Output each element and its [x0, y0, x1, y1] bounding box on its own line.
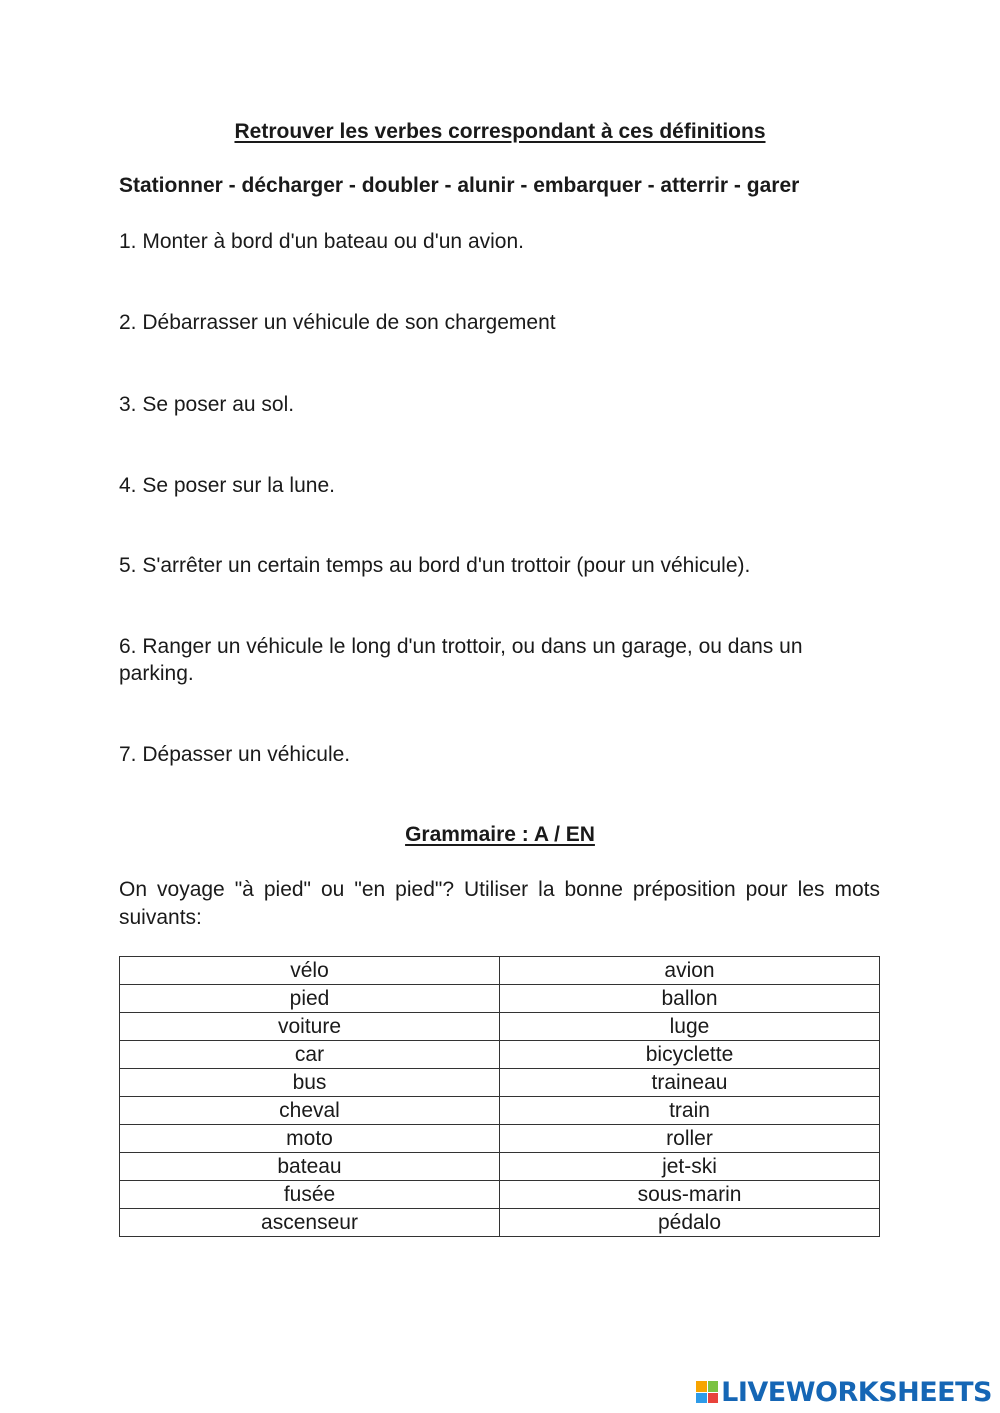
liveworksheets-logo-icon — [696, 1381, 718, 1403]
table-row — [120, 1181, 880, 1209]
definition-item: 4. Se poser sur la lune. — [119, 474, 335, 497]
definition-item: 7. Dépasser un véhicule. — [119, 743, 351, 766]
table-row — [120, 1013, 880, 1041]
liveworksheets-logo[interactable] — [696, 1375, 992, 1409]
table-cell: ballon — [500, 985, 880, 1013]
definition-item: 5. S'arrêter un certain temps au bord d'un trottoir (pour un véhicule). — [119, 554, 751, 577]
table-cell: roller — [500, 1125, 880, 1153]
table-row — [120, 1125, 880, 1153]
logo-square — [696, 1393, 707, 1404]
table-cell: jet-ski — [500, 1153, 880, 1181]
table-row — [120, 985, 880, 1013]
table-cell: luge — [500, 1013, 880, 1041]
table-cell: moto — [120, 1125, 500, 1153]
definition-item: 1. Monter à bord d'un bateau ou d'un avion. — [119, 230, 524, 253]
table-cell: vélo — [120, 957, 500, 985]
vocabulary-table — [119, 956, 880, 1237]
table-cell: train — [500, 1097, 880, 1125]
logo-square — [696, 1381, 707, 1392]
table-cell: traineau — [500, 1069, 880, 1097]
word-bank: Stationner - décharger - doubler - alunir - embarquer - atterrir - garer — [119, 174, 800, 197]
table-cell: cheval — [120, 1097, 500, 1125]
table-cell: bus — [120, 1069, 500, 1097]
brand-name: LIVEWORKSHEETS — [721, 1376, 992, 1408]
table-cell: bicyclette — [500, 1041, 880, 1069]
logo-square — [708, 1393, 719, 1404]
table-cell: fusée — [120, 1181, 500, 1209]
definition-item: 3. Se poser au sol. — [119, 393, 295, 416]
table-cell: sous-marin — [500, 1181, 880, 1209]
section-title-verbs: Retrouver les verbes correspondant à ces définitions — [234, 120, 766, 143]
definition-item: 6. Ranger un véhicule le long d'un trottoir, ou dans un garage, ou dans un parking. — [119, 635, 803, 685]
grammar-instructions: On voyage "à pied" ou "en pied"? Utiliser la bonne préposition pour les mots suivants: — [119, 878, 880, 929]
table-row — [120, 1069, 880, 1097]
table-row — [120, 957, 880, 985]
table-cell: bateau — [120, 1153, 500, 1181]
logo-square — [708, 1381, 719, 1392]
table-row — [120, 1209, 880, 1237]
definition-item: 2. Débarrasser un véhicule de son chargement — [119, 311, 556, 334]
table-cell: pied — [120, 985, 500, 1013]
table-row — [120, 1097, 880, 1125]
table-row — [120, 1153, 880, 1181]
table-cell: pédalo — [500, 1209, 880, 1237]
table-cell: voiture — [120, 1013, 500, 1041]
section-title-grammar: Grammaire : A / EN — [405, 823, 595, 846]
table-cell: avion — [500, 957, 880, 985]
table-cell: car — [120, 1041, 500, 1069]
table-cell: ascenseur — [120, 1209, 500, 1237]
table-row — [120, 1041, 880, 1069]
